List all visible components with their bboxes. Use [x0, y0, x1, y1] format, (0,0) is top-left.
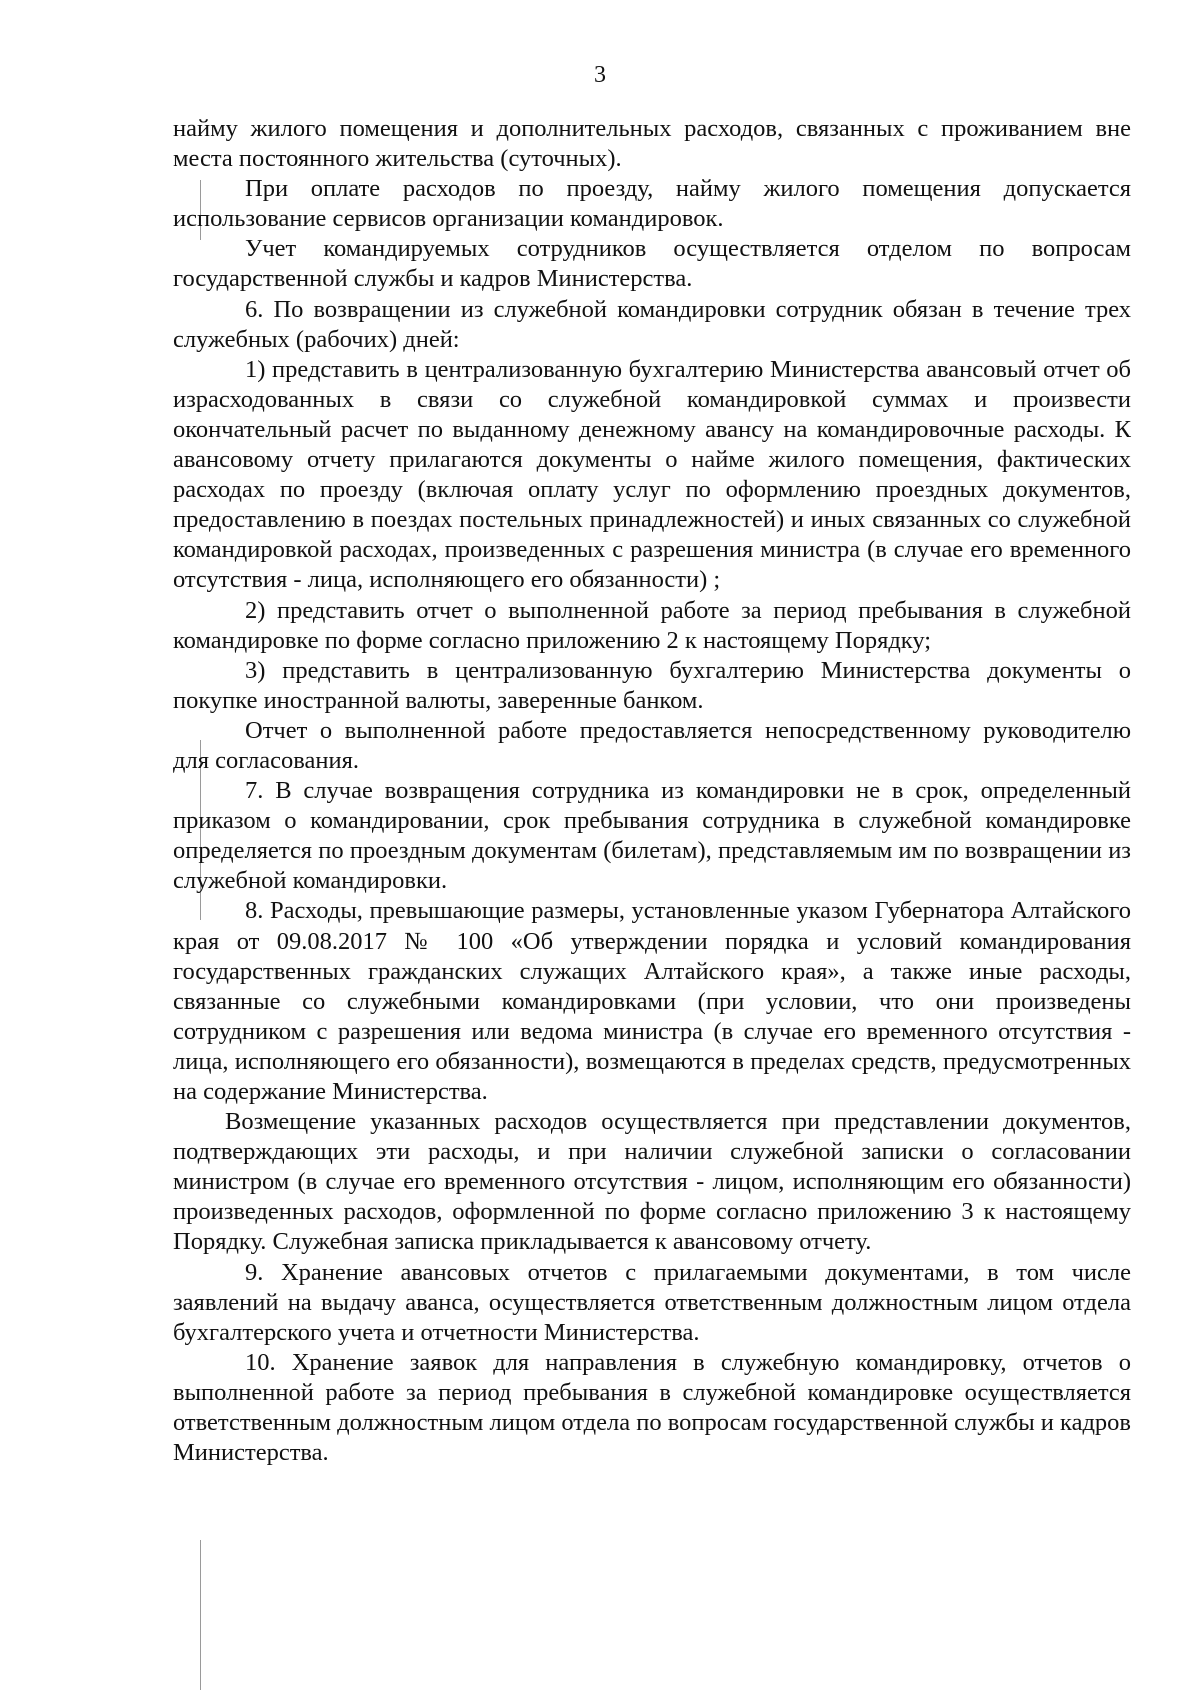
document-body [173, 114, 1131, 1468]
paragraph-3: Учет командируемых сотрудников осуществляется отделом по вопросам государственной службы и кадров Министерства. [173, 235, 1131, 293]
paragraph-5: 1) представить в централизованную бухгалтерию Министерства авансовый отчет об израсходованных в связи со служебной командировкой суммах и произвести окончательный расчет по выданному денежному авансу на командировочные расходы. К авансовому отчету прилагаются документы о найме жилого помещения, фактических расходах по проезду (включая оплату услуг по оформлению проездных документов, предоставлению в поездах постельных принадлежностей) и иных связанных со служебной командировкой расходах, произведенных с разрешения министра (в случае его временного отсутствия - лица, исполняющего его обязанности) ; [173, 355, 1131, 594]
paragraph-4: 6. По возвращении из служебной командировки сотрудник обязан в течение трех служебных (рабочих) дней: [173, 295, 1131, 353]
paragraph-10: 8. Расходы, превышающие размеры, установленные указом Губернатора Алтайского края от 09.08.2017 № 100 «Об утверждении порядка и условий командирования государственных гражданских служащих Алтайского края», а также иные расходы, связанные со служебными командировками (при условии, что они произведены сотрудником с разрешения или ведома министра (в случае его временного отсутствия - лица, исполняющего его обязанности), возмещаются в пределах средств, предусмотренных на содержание Министерства. [173, 897, 1131, 1105]
paragraph-12: 9. Хранение авансовых отчетов с прилагаемыми документами, в том числе заявлений на выдачу аванса, осуществляется ответственным должностным лицом отдела бухгалтерского учета и отчетности Министерства. [173, 1258, 1131, 1346]
paragraph-13: 10. Хранение заявок для направления в служебную командировку, отчетов о выполненной работе за период пребывания в служебной командировке осуществляется ответственным должностным лицом отдела по вопросам государственной службы и кадров Министерства. [173, 1348, 1131, 1467]
paragraph-6: 2) представить отчет о выполненной работе за период пребывания в служебной командировке по форме согласно приложению 2 к настоящему Порядку; [173, 596, 1131, 654]
paragraph-1: найму жилого помещения и дополнительных расходов, связанных с проживанием вне места постоянного жительства (суточных). [173, 115, 1131, 173]
paragraph-8: Отчет о выполненной работе предоставляется непосредственному руководителю для согласования. [173, 716, 1131, 774]
paragraph-9: 7. В случае возвращения сотрудника из командировки не в срок, определенный приказом о командировании, срок пребывания сотрудника в служебной командировке определяется по проездным документам (билетам), представляемым им по возвращении из служебной командировки. [173, 777, 1131, 895]
paragraph-2: При оплате расходов по проезду, найму жилого помещения допускается использование сервисов организации командировок. [173, 175, 1131, 233]
scan-artifact-line [200, 1540, 201, 1690]
paragraph-7: 3) представить в централизованную бухгалтерию Министерства документы о покупке иностранной валюты, заверенные банком. [173, 656, 1131, 714]
page-number: 3 [594, 62, 606, 88]
paragraph-11: Возмещение указанных расходов осуществляется при представлении документов, подтверждающих эти расходы, и при наличии служебной записки о согласовании министром (в случае его временного отсутствия - лицом, исполняющим его обязанности) произведенных расходов, оформленной по форме согласно приложению 3 к настоящему Порядку. Служебная записка прикладывается к авансовому отчету. [173, 1108, 1131, 1256]
